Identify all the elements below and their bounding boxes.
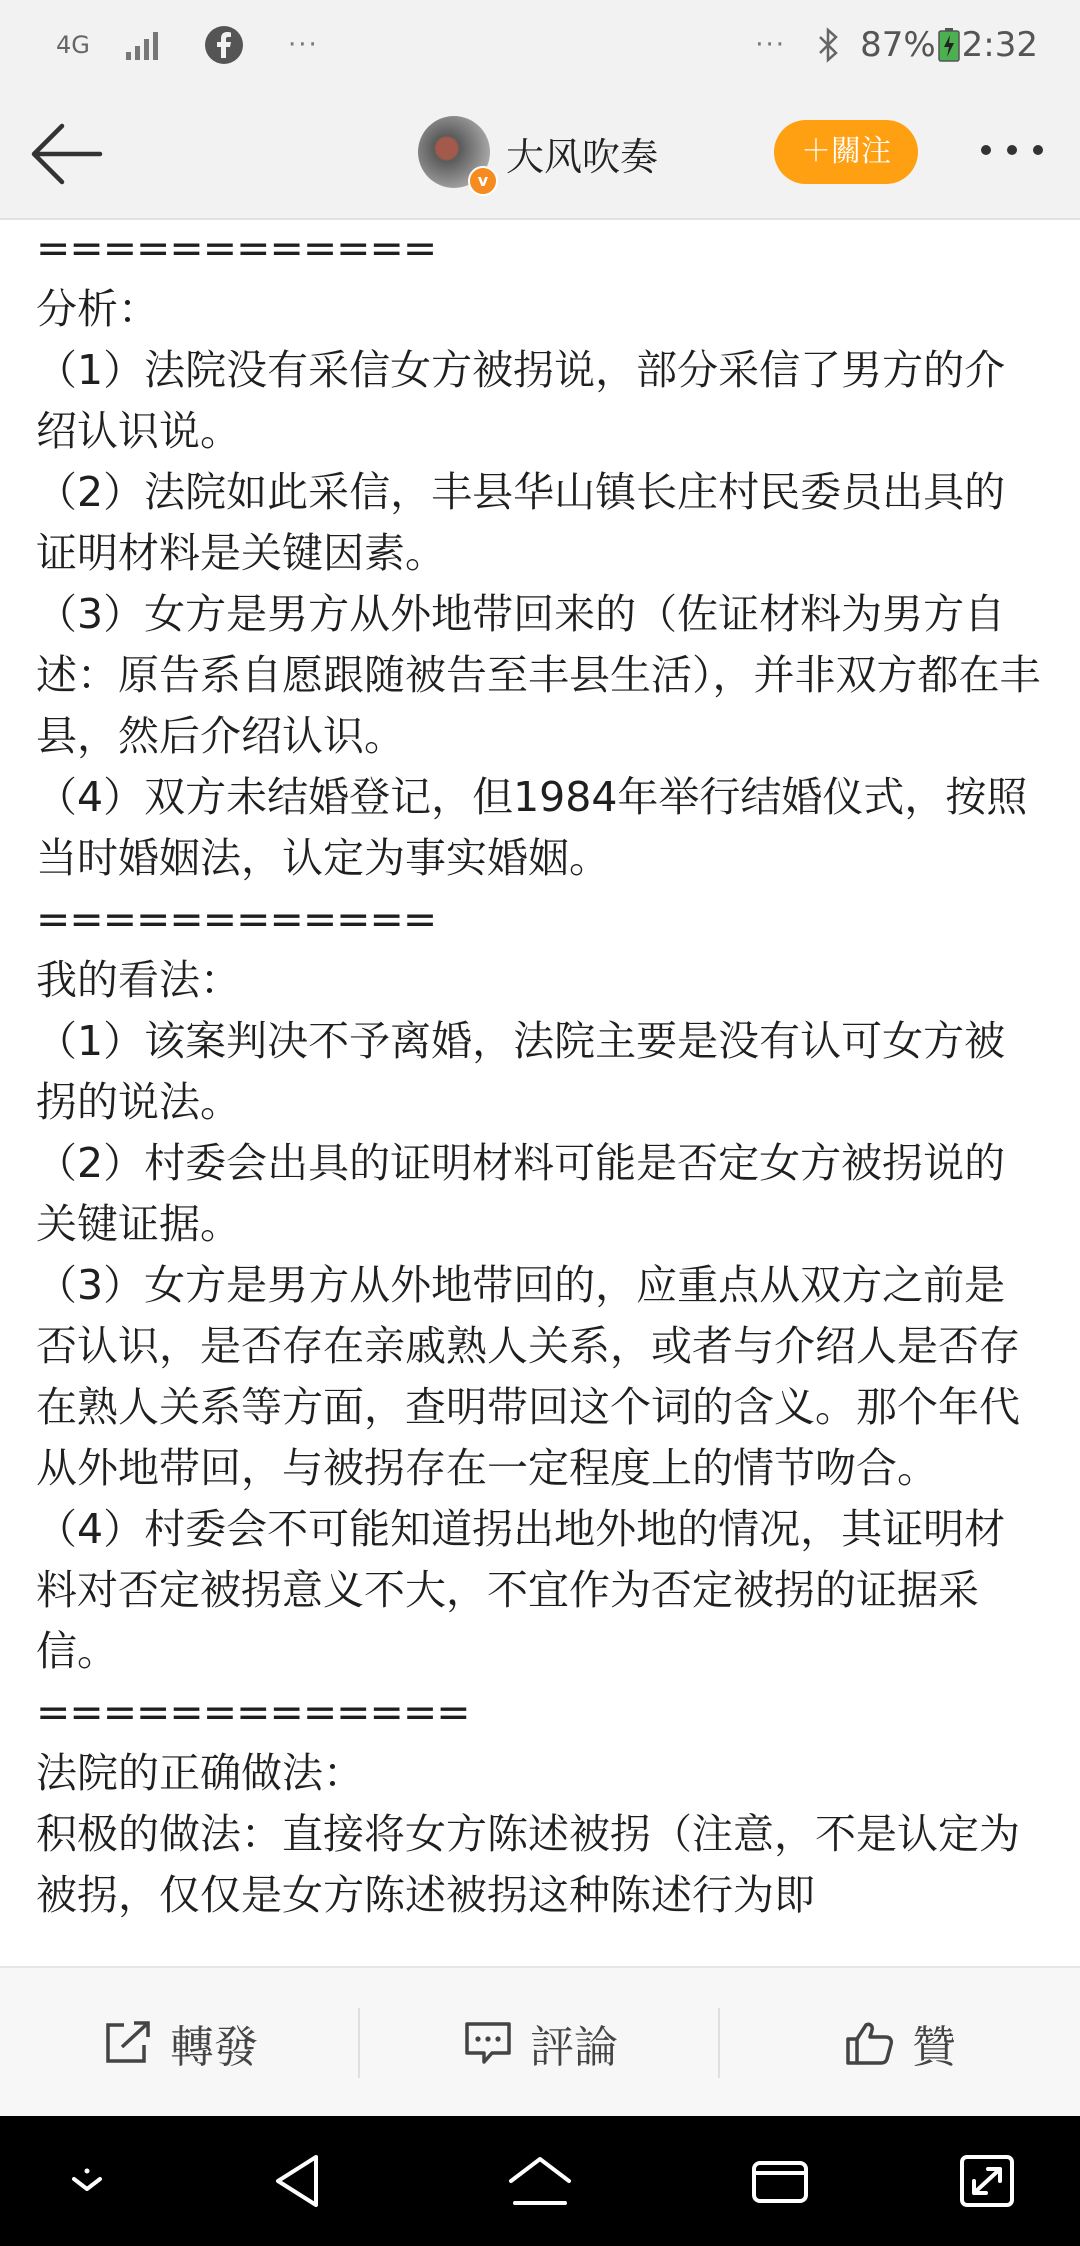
post-header: [0, 90, 1080, 220]
network-type: 4G: [56, 31, 90, 59]
comment-button[interactable]: [360, 1968, 720, 2118]
thumbs-up-icon: [844, 2019, 896, 2067]
separator: ============: [36, 895, 437, 943]
status-bar-right: [755, 20, 1038, 70]
repost-label: 轉發: [170, 2022, 258, 2073]
paragraph: （1）法院没有采信女方被拐说，部分采信了男方的介绍认识说。: [36, 346, 1006, 455]
section-heading: 法院的正确做法：: [36, 1749, 364, 1797]
paragraph: （3）女方是男方从外地带回的，应重点从双方之前是否认识，是否存在亲戚熟人关系，或者与介绍人是否存在熟人关系等方面，查明带回这个词的含义。那个年代从外地带回，与被拐存在一定程度上的情节吻合。: [36, 1261, 1020, 1492]
like-button[interactable]: [720, 1968, 1080, 2118]
status-bar-left: [56, 22, 319, 68]
verified-badge: v: [468, 166, 498, 196]
separator: ============: [36, 224, 437, 272]
paragraph: （1）该案判决不予离婚，法院主要是没有认可女方被拐的说法。: [36, 1017, 1006, 1126]
back-arrow-icon[interactable]: [26, 120, 106, 188]
paragraph: （2）村委会出具的证明材料可能是否定女方被拐说的关键证据。: [36, 1139, 1006, 1248]
repost-icon: [102, 2019, 154, 2067]
follow-button[interactable]: ＋關注: [774, 120, 918, 184]
paragraph: （4）村委会不可能知道拐出地外地的情况，其证明材料对否定被拐意义不大，不宜作为否定被拐的证据采信。: [36, 1505, 1006, 1675]
expand-icon[interactable]: [952, 2151, 1022, 2211]
recents-icon[interactable]: [745, 2151, 815, 2211]
clock: 2:32: [961, 25, 1038, 65]
chevron-down-icon[interactable]: [52, 2151, 122, 2211]
comment-label: 評論: [530, 2022, 618, 2073]
like-label: 贊: [912, 2022, 956, 2073]
signal-icon: [124, 30, 164, 60]
status-bar: [0, 0, 1080, 90]
more-dots-icon: ···: [755, 30, 787, 60]
section-heading: 我的看法：: [36, 956, 241, 1004]
back-triangle-icon[interactable]: [264, 2151, 334, 2211]
system-nav-bar: [0, 2116, 1080, 2246]
paragraph: （4）双方未结婚登记，但1984年举行结婚仪式，按照当时婚姻法，认定为事实婚姻。: [36, 773, 1028, 882]
facebook-icon: [204, 25, 244, 65]
action-bar: [0, 1966, 1080, 2118]
user-name[interactable]: 大风吹奏: [506, 135, 659, 179]
paragraph: 积极的做法：直接将女方陈述被拐（注意，不是认定为被拐，仅仅是女方陈述被拐这种陈述行为即: [36, 1810, 1020, 1919]
repost-button[interactable]: [0, 1968, 360, 2118]
post-content: [36, 218, 1046, 1966]
home-icon[interactable]: [505, 2151, 575, 2211]
more-dots-icon: ···: [288, 30, 319, 60]
battery-charging-icon: [938, 28, 960, 62]
battery-percent: 87%: [860, 25, 936, 65]
paragraph: （3）女方是男方从外地带回来的（佐证材料为男方自述：原告系自愿跟随被告至丰县生活），并非双方都在丰县，然后介绍认识。: [36, 590, 1041, 760]
bluetooth-icon: [816, 27, 842, 63]
separator: =============: [36, 1688, 470, 1736]
more-options-icon[interactable]: [976, 130, 1048, 170]
comment-icon: [462, 2019, 514, 2067]
section-heading: 分析：: [36, 285, 159, 333]
paragraph: （2）法院如此采信，丰县华山镇长庄村民委员出具的证明材料是关键因素。: [36, 468, 1006, 577]
